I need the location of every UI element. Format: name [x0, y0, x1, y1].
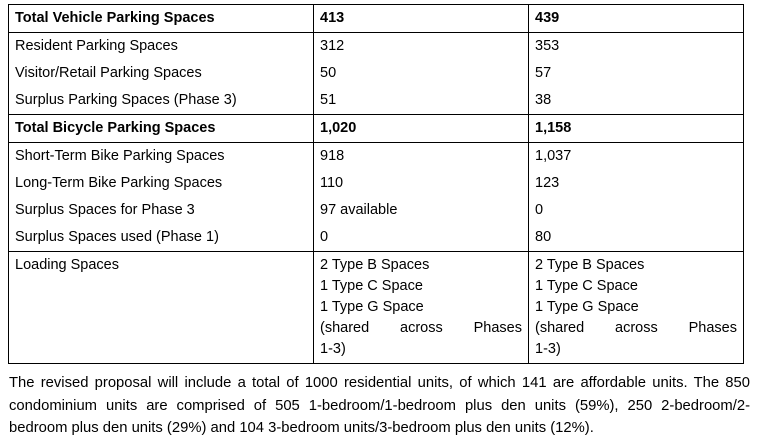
- table-row: [9, 143, 744, 171]
- loading-line: 1-3): [535, 341, 561, 358]
- row-value-a: [314, 252, 529, 364]
- row-label: Resident Parking Spaces: [9, 33, 314, 61]
- row-value-b: 1,037: [529, 143, 744, 171]
- row-label: Surplus Spaces for Phase 3: [9, 197, 314, 224]
- loading-line-word: Phases: [688, 320, 737, 337]
- loading-line-word: across: [615, 320, 658, 337]
- loading-line-word: (shared: [535, 320, 585, 337]
- row-value-a: 110: [314, 170, 529, 197]
- row-value-b: 353: [529, 33, 744, 61]
- table-row: [9, 197, 744, 224]
- table-row: [9, 224, 744, 252]
- table-row: [9, 33, 744, 61]
- row-label: Surplus Spaces used (Phase 1): [9, 224, 314, 252]
- loading-line: 1 Type C Space: [320, 278, 423, 295]
- row-label: Visitor/Retail Parking Spaces: [9, 60, 314, 87]
- parking-summary-table: [8, 4, 744, 364]
- row-value-a: 413: [314, 5, 529, 33]
- row-value-b: 80: [529, 224, 744, 252]
- row-value-a: 97 available: [314, 197, 529, 224]
- loading-line: 1 Type G Space: [535, 299, 639, 316]
- row-value-a: 50: [314, 60, 529, 87]
- row-label: Surplus Parking Spaces (Phase 3): [9, 87, 314, 115]
- row-value-b: 57: [529, 60, 744, 87]
- table-row: [9, 5, 744, 33]
- table-row: [9, 60, 744, 87]
- loading-line: 1 Type C Space: [535, 278, 638, 295]
- row-value-b: 1,158: [529, 115, 744, 143]
- table-row: [9, 170, 744, 197]
- row-value-a: 918: [314, 143, 529, 171]
- loading-line-word: (shared: [320, 320, 370, 337]
- loading-line-word: across: [400, 320, 443, 337]
- table-body: [9, 5, 744, 364]
- row-label: Total Vehicle Parking Spaces: [9, 5, 314, 33]
- row-value-a: 312: [314, 33, 529, 61]
- row-value-a: 1,020: [314, 115, 529, 143]
- loading-line: [320, 318, 522, 339]
- loading-line: [535, 318, 737, 339]
- loading-line: 1-3): [320, 341, 346, 358]
- row-value-b: 123: [529, 170, 744, 197]
- loading-line-word: Phases: [473, 320, 522, 337]
- row-value-b: [529, 252, 744, 364]
- row-value-b: 0: [529, 197, 744, 224]
- row-value-a: 51: [314, 87, 529, 115]
- row-value-b: 439: [529, 5, 744, 33]
- table-row-loading-spaces: [9, 252, 744, 364]
- loading-line: 1 Type G Space: [320, 299, 424, 316]
- table-row: [9, 115, 744, 143]
- row-label: Short-Term Bike Parking Spaces: [9, 143, 314, 171]
- body-paragraph: The revised proposal will include a total of 1000 residential units, of which 141 are affordable units. The 850 condominium units are comprised of 505 1-bedroom/1-bedroom plus den units (59%), 250 2-bedroom/2-bedroom plus den units (29%) and 104 3-bedroom units/3-bedroom plus den units (12%).: [9, 375, 750, 437]
- row-label: Loading Spaces: [9, 252, 314, 364]
- row-label: Long-Term Bike Parking Spaces: [9, 170, 314, 197]
- row-value-b: 38: [529, 87, 744, 115]
- row-value-a: 0: [314, 224, 529, 252]
- table-row: [9, 87, 744, 115]
- row-label: Total Bicycle Parking Spaces: [9, 115, 314, 143]
- loading-line: 2 Type B Spaces: [320, 257, 430, 274]
- loading-line: 2 Type B Spaces: [535, 257, 645, 274]
